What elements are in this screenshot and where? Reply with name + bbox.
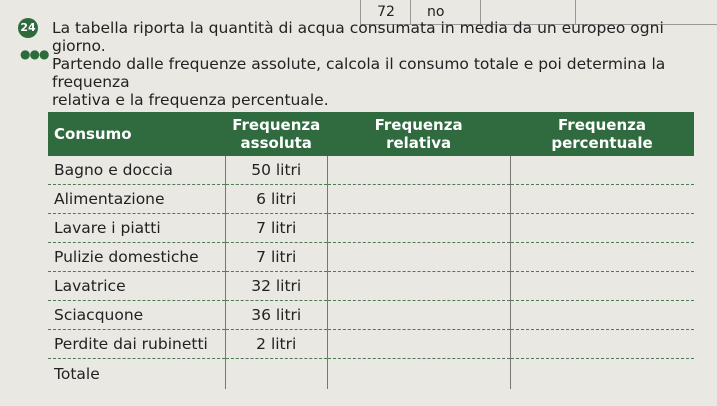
percentage-frequency-cell[interactable] [510, 330, 694, 359]
percentage-frequency-cell[interactable] [510, 301, 694, 330]
percentage-frequency-cell[interactable] [510, 214, 694, 243]
total-relative-cell[interactable] [327, 359, 510, 390]
row-amount: 7 litri [225, 214, 327, 243]
row-amount: 2 litri [225, 330, 327, 359]
header-frequenza-percentuale [510, 112, 694, 156]
row-label: Lavare i piatti [48, 214, 225, 243]
relative-frequency-cell[interactable] [327, 301, 510, 330]
previous-table-number: 72 [360, 0, 411, 24]
header-consumo: Consumo [48, 112, 225, 156]
header-frequenza-assoluta [225, 112, 327, 156]
water-consumption-table [48, 112, 694, 389]
table-row [48, 272, 694, 301]
row-label: Sciacquone [48, 301, 225, 330]
table-row [48, 214, 694, 243]
header-line: Frequenza [232, 116, 321, 134]
table-row [48, 301, 694, 330]
relative-frequency-cell[interactable] [327, 185, 510, 214]
exercise-number-badge: 24 [18, 18, 38, 38]
row-amount: 6 litri [225, 185, 327, 214]
exercise-text [52, 19, 712, 109]
table-header-row [48, 112, 694, 156]
row-label: Pulizie domestiche [48, 243, 225, 272]
exercise-text-line: La tabella riporta la quantità di acqua consumata in media da un europeo ogni giorno. [52, 19, 664, 55]
header-line: percentuale [551, 134, 653, 152]
table-total-row [48, 359, 694, 390]
relative-frequency-cell[interactable] [327, 330, 510, 359]
table-row [48, 330, 694, 359]
difficulty-dots-icon: ●●● [20, 47, 49, 61]
table-row [48, 243, 694, 272]
row-amount: 36 litri [225, 301, 327, 330]
exercise-text-line: relativa e la frequenza percentuale. [52, 91, 329, 109]
relative-frequency-cell[interactable] [327, 214, 510, 243]
percentage-frequency-cell[interactable] [510, 243, 694, 272]
header-line: assoluta [240, 134, 312, 152]
percentage-frequency-cell[interactable] [510, 185, 694, 214]
percentage-frequency-cell[interactable] [510, 272, 694, 301]
row-amount: 50 litri [225, 156, 327, 185]
header-line: Frequenza [374, 116, 463, 134]
exercise-text-line: Partendo dalle frequenze assolute, calcola il consumo totale e poi determina la frequenza [52, 55, 666, 91]
row-label: Lavatrice [48, 272, 225, 301]
header-frequenza-relativa [327, 112, 510, 156]
row-amount: 7 litri [225, 243, 327, 272]
table-row [48, 156, 694, 185]
relative-frequency-cell[interactable] [327, 243, 510, 272]
total-percentage-cell[interactable] [510, 359, 694, 390]
relative-frequency-cell[interactable] [327, 156, 510, 185]
header-line: Frequenza [558, 116, 646, 134]
row-label: Alimentazione [48, 185, 225, 214]
table-row [48, 185, 694, 214]
header-line: relativa [386, 134, 452, 152]
percentage-frequency-cell[interactable] [510, 156, 694, 185]
row-label: Perdite dai rubinetti [48, 330, 225, 359]
row-amount: 32 litri [225, 272, 327, 301]
total-label: Totale [54, 365, 100, 383]
row-label: Bagno e doccia [48, 156, 225, 185]
previous-table-text: no [410, 0, 480, 24]
total-amount-cell[interactable] [225, 359, 327, 390]
relative-frequency-cell[interactable] [327, 272, 510, 301]
